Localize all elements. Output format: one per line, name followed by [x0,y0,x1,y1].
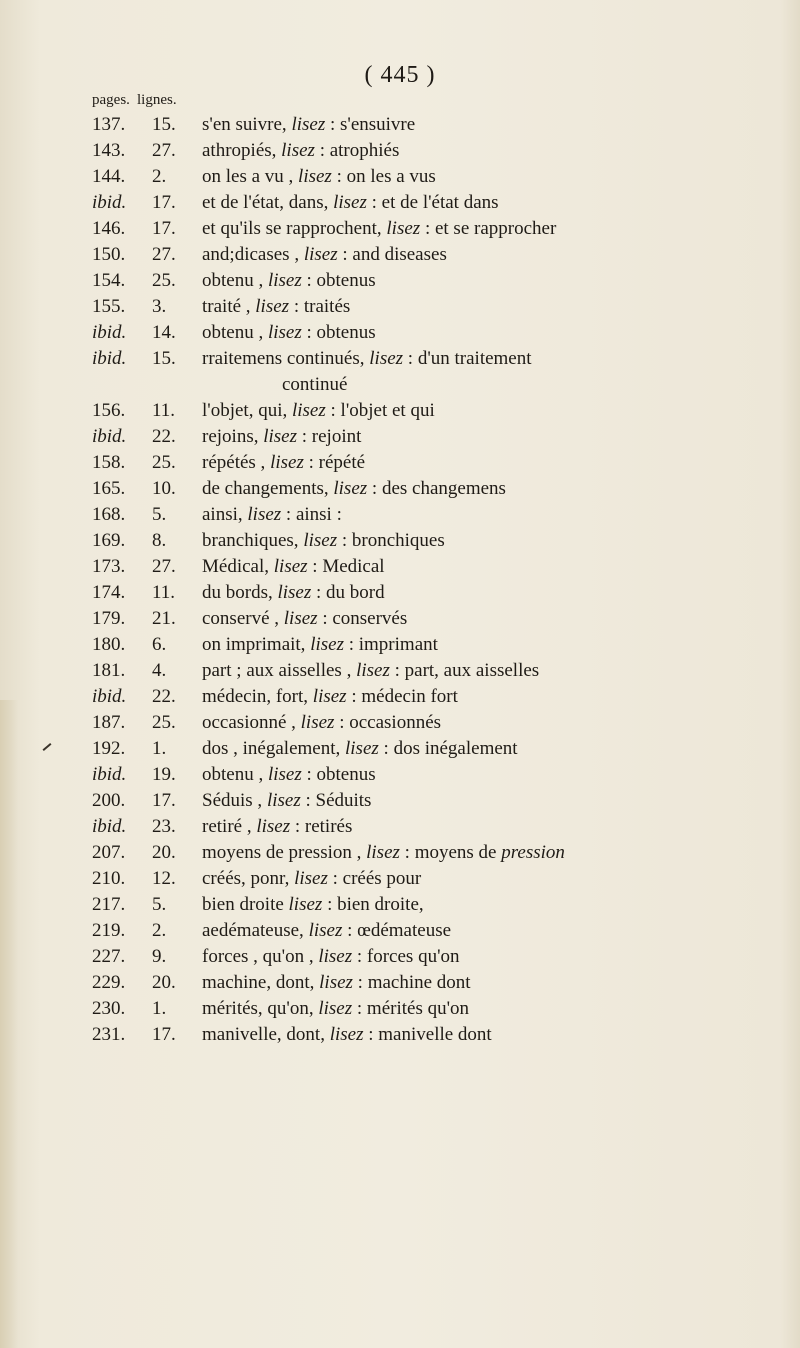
errata-page: ibid. [92,426,127,447]
lisez-separator: : [314,140,325,161]
errata-fix-text: Séduits [310,790,372,811]
errata-line: 5. [152,894,167,915]
errata-fix-text: mérités qu'on [362,998,470,1019]
errata-fix-text: bien droite, [332,894,424,915]
errata-line: 17. [152,790,176,811]
errata-correction [202,476,762,502]
lisez-label: lisez [291,400,326,421]
lisez-label: lisez [366,842,400,863]
errata-fix-text: des changemens [377,478,506,499]
errata-page: 179. [92,608,126,629]
errata-line: 6. [152,634,167,655]
lisez-label: lisez [312,686,347,707]
errata-correction [202,450,762,476]
lisez-separator: : [363,1024,374,1045]
errata-fix-text: moyens de [409,842,502,863]
lisez-separator: : [317,608,328,629]
errata-wrong-text: and;dicases , [202,244,300,265]
errata-page: 165. [92,478,126,499]
lisez-separator: : [352,998,363,1019]
errata-wrong-text: médecin, fort, [202,686,309,707]
lisez-separator: : [325,400,336,421]
errata-page: ibid. [92,192,127,213]
errata-correction [202,346,762,398]
errata-page: 155. [92,296,126,317]
errata-row [0,684,800,710]
lisez-label: lisez [294,868,328,889]
errata-fix-text: obtenus [311,764,376,785]
errata-line: 20. [152,972,176,993]
lisez-label: lisez [303,244,338,265]
lisez-label: lisez [263,426,297,447]
errata-correction [202,320,762,346]
errata-page: 210. [92,868,126,889]
errata-wrong-text: aedémateuse, [202,920,304,941]
errata-fix-text: atrophiés [324,140,400,161]
lisez-separator: : [420,218,431,239]
errata-wrong-text: s'en suivre, [202,114,287,135]
errata-page: 168. [92,504,126,525]
page-number: ( 445 ) [364,62,436,88]
lisez-label: lisez [345,738,379,759]
errata-row [0,944,800,970]
lisez-separator: : [290,816,301,837]
errata-correction [202,190,762,216]
errata-wrong-text: moyens de pression , [202,842,362,863]
lisez-separator: : [352,972,363,993]
errata-page: 169. [92,530,126,551]
errata-correction [202,632,762,658]
lisez-separator: : [337,530,348,551]
lisez-label: lisez [288,894,323,915]
errata-fix-text: rejoint [307,426,362,447]
errata-line: 25. [152,452,176,473]
lisez-separator: : [334,712,345,733]
lisez-separator: : [343,634,354,655]
errata-fix-text: et de l'état dans [376,192,499,213]
errata-page: 229. [92,972,126,993]
errata-row [0,814,800,840]
errata-row [0,268,800,294]
lisez-separator: : [311,582,322,603]
column-header-pages: pages. [92,92,130,108]
errata-page: 227. [92,946,126,967]
errata-wrong-text: conservé , [202,608,280,629]
errata-fix-text: obtenus [311,270,376,291]
lisez-label: lisez [303,530,338,551]
errata-correction [202,528,762,554]
lisez-separator: : [322,894,333,915]
errata-row [0,866,800,892]
errata-fix-italic: pression [501,842,565,863]
errata-row [0,346,800,398]
lisez-separator: : [301,270,312,291]
errata-page: 150. [92,244,126,265]
errata-page: 158. [92,452,126,473]
errata-page: 200. [92,790,126,811]
errata-page: 187. [92,712,126,733]
errata-line: 22. [152,426,176,447]
errata-wrong-text: dos , inégalement, [202,738,341,759]
errata-line: 11. [152,582,176,603]
errata-line: 9. [152,946,167,967]
errata-correction [202,918,762,944]
errata-line: 2. [152,920,167,941]
errata-wrong-text: bien droite [202,894,284,915]
errata-fix-text: Medical [317,556,385,577]
errata-wrong-text: part ; aux aisselles , [202,660,352,681]
errata-row [0,502,800,528]
errata-fix-text: traités [299,296,351,317]
errata-wrong-text: traité , [202,296,251,317]
errata-row [0,632,800,658]
lisez-label: lisez [281,140,315,161]
errata-correction [202,866,762,892]
errata-correction [202,996,762,1022]
errata-page: ibid. [92,764,127,785]
errata-row [0,1022,800,1048]
errata-line: 27. [152,244,176,265]
errata-page: 217. [92,894,126,915]
errata-row [0,216,800,242]
lisez-label: lisez [333,192,367,213]
errata-wrong-text: ainsi, [202,504,243,525]
lisez-label: lisez [247,504,282,525]
errata-row [0,398,800,424]
errata-correction [202,710,762,736]
lisez-separator: : [399,842,410,863]
errata-wrong-text: obtenu , [202,270,264,291]
lisez-label: lisez [298,166,332,187]
lisez-label: lisez [256,816,291,837]
lisez-label: lisez [308,920,343,941]
errata-wrong-text: obtenu , [202,322,264,343]
errata-row [0,996,800,1022]
lisez-label: lisez [270,452,304,473]
lisez-separator: : [352,946,363,967]
errata-line: 8. [152,530,167,551]
errata-row [0,554,800,580]
errata-fix-text: occasionnés [344,712,442,733]
lisez-separator: : [337,244,348,265]
errata-line: 27. [152,140,176,161]
errata-line: 12. [152,868,176,889]
lisez-label: lisez [329,1024,364,1045]
errata-fix-text: forces qu'on [362,946,460,967]
errata-row [0,164,800,190]
lisez-label: lisez [386,218,421,239]
errata-line: 1. [152,998,167,1019]
errata-line: 23. [152,816,176,837]
errata-row [0,892,800,918]
errata-line: 11. [152,400,176,421]
lisez-label: lisez [273,556,308,577]
errata-correction [202,242,762,268]
errata-fix-continuation: continué [282,374,348,395]
errata-correction [202,840,762,866]
lisez-separator: : [367,478,378,499]
lisez-separator: : [389,660,400,681]
errata-line: 17. [152,192,176,213]
lisez-separator: : [303,452,314,473]
errata-correction [202,502,762,528]
errata-correction [202,216,762,242]
errata-row [0,918,800,944]
lisez-separator: : [301,764,312,785]
errata-fix-text: manivelle dont [373,1024,492,1045]
errata-fix-text: retirés [300,816,353,837]
errata-page: 192. [92,738,126,759]
errata-row [0,710,800,736]
errata-page: 156. [92,400,126,421]
errata-correction [202,398,762,424]
lisez-label: lisez [267,270,302,291]
errata-wrong-text: rraitemens continués, [202,348,365,369]
errata-wrong-text: créés, ponr, [202,868,290,889]
errata-correction [202,970,762,996]
errata-line: 17. [152,1024,176,1045]
lisez-label: lisez [310,634,344,655]
errata-correction [202,580,762,606]
errata-fix-text: part, aux aisselles [399,660,540,681]
errata-correction [202,268,762,294]
errata-wrong-text: l'objet, qui, [202,400,288,421]
lisez-separator: : [342,920,353,941]
errata-fix-text: s'ensuivre [335,114,416,135]
errata-page: 143. [92,140,126,161]
lisez-label: lisez [333,478,368,499]
lisez-separator: : [327,868,338,889]
lisez-separator: : [325,114,336,135]
lisez-label: lisez [277,582,312,603]
errata-row [0,138,800,164]
errata-wrong-text: forces , qu'on , [202,946,314,967]
errata-row [0,424,800,450]
errata-row [0,528,800,554]
errata-row [0,242,800,268]
lisez-separator: : [378,738,389,759]
lisez-separator: : [366,192,377,213]
errata-fix-text: du bord [321,582,385,603]
errata-correction [202,944,762,970]
errata-line: 15. [152,348,176,369]
lisez-separator: : [300,790,311,811]
errata-line: 27. [152,556,176,577]
errata-line: 3. [152,296,167,317]
errata-correction [202,736,762,762]
errata-page: 173. [92,556,126,577]
errata-row [0,788,800,814]
errata-line: 21. [152,608,176,629]
errata-correction [202,762,762,788]
errata-wrong-text: de changements, [202,478,329,499]
errata-correction [202,814,762,840]
errata-correction [202,138,762,164]
errata-wrong-text: occasionné , [202,712,296,733]
lisez-separator: : [307,556,318,577]
errata-wrong-text: retiré , [202,816,252,837]
errata-line: 2. [152,166,167,187]
errata-row [0,606,800,632]
errata-fix-text: dos inégalement [388,738,518,759]
errata-row [0,320,800,346]
errata-correction [202,788,762,814]
errata-row [0,450,800,476]
lisez-label: lisez [267,764,302,785]
errata-page: 137. [92,114,126,135]
lisez-label: lisez [319,972,353,993]
errata-page: ibid. [92,348,127,369]
errata-row [0,736,800,762]
errata-line: 14. [152,322,176,343]
errata-fix-text: conservés [327,608,408,629]
errata-page: 146. [92,218,126,239]
errata-correction [202,892,762,918]
errata-fix-text: bronchiques [347,530,445,551]
errata-correction [202,164,762,190]
errata-fix-text: créés pour [337,868,422,889]
errata-fix-text: et se rapprocher [430,218,557,239]
errata-fix-text: d'un traitement [413,348,532,369]
errata-row [0,840,800,866]
errata-row [0,970,800,996]
errata-page: 219. [92,920,126,941]
errata-wrong-text: mérités, qu'on, [202,998,314,1019]
errata-page: 230. [92,998,126,1019]
errata-correction [202,424,762,450]
errata-correction [202,1022,762,1048]
lisez-label: lisez [356,660,390,681]
errata-line: 22. [152,686,176,707]
errata-table [0,112,800,1048]
lisez-label: lisez [318,998,353,1019]
errata-correction [202,684,762,710]
lisez-label: lisez [300,712,335,733]
errata-correction [202,658,762,684]
lisez-separator: : [331,166,342,187]
errata-correction [202,554,762,580]
errata-line: 10. [152,478,176,499]
errata-wrong-text: Séduis , [202,790,263,811]
errata-line: 17. [152,218,176,239]
lisez-label: lisez [267,322,302,343]
lisez-label: lisez [291,114,326,135]
errata-wrong-text: obtenu , [202,764,264,785]
errata-page: ibid. [92,322,127,343]
errata-wrong-text: machine, dont, [202,972,315,993]
errata-row [0,112,800,138]
errata-row [0,294,800,320]
errata-correction [202,112,762,138]
errata-line: 25. [152,270,176,291]
errata-line: 4. [152,660,167,681]
errata-page: 144. [92,166,126,187]
errata-page: 231. [92,1024,126,1045]
errata-wrong-text: athropiés, [202,140,277,161]
errata-page: 174. [92,582,126,603]
errata-wrong-text: rejoins, [202,426,259,447]
errata-correction [202,606,762,632]
errata-wrong-text: manivelle, dont, [202,1024,325,1045]
lisez-separator: : [346,686,357,707]
lisez-label: lisez [266,790,301,811]
errata-fix-text: and diseases [347,244,447,265]
errata-wrong-text: et qu'ils se rapprochent, [202,218,382,239]
errata-fix-text: machine dont [362,972,471,993]
lisez-label: lisez [283,608,318,629]
errata-page: 207. [92,842,126,863]
errata-row [0,476,800,502]
errata-page: 181. [92,660,126,681]
errata-row [0,762,800,788]
errata-fix-text: obtenus [311,322,376,343]
errata-line: 15. [152,114,176,135]
errata-line: 19. [152,764,176,785]
lisez-separator: : [281,504,292,525]
errata-fix-text: répété [313,452,366,473]
lisez-label: lisez [255,296,290,317]
column-header-lines: lignes. [137,92,177,108]
lisez-separator: : [301,322,312,343]
errata-fix-text: œdémateuse [352,920,452,941]
errata-wrong-text: répétés , [202,452,266,473]
errata-wrong-text: et de l'état, dans, [202,192,329,213]
errata-wrong-text: branchiques, [202,530,299,551]
lisez-label: lisez [318,946,353,967]
lisez-separator: : [403,348,414,369]
errata-wrong-text: du bords, [202,582,273,603]
errata-line: 5. [152,504,167,525]
errata-correction [202,294,762,320]
errata-fix-text: ainsi : [291,504,342,525]
errata-fix-text: l'objet et qui [335,400,435,421]
errata-row [0,658,800,684]
errata-line: 1. [152,738,167,759]
errata-fix-text: on les a vus [341,166,436,187]
errata-wrong-text: on imprimait, [202,634,306,655]
errata-fix-text: médecin fort [356,686,458,707]
lisez-separator: : [289,296,300,317]
errata-page: ibid. [92,816,127,837]
errata-wrong-text: on les a vu , [202,166,294,187]
errata-row [0,580,800,606]
errata-fix-text: imprimant [354,634,438,655]
errata-line: 25. [152,712,176,733]
errata-row [0,190,800,216]
lisez-separator: : [297,426,308,447]
errata-page: ibid. [92,686,127,707]
errata-wrong-text: Médical, [202,556,270,577]
errata-line: 20. [152,842,176,863]
errata-page: 180. [92,634,126,655]
lisez-label: lisez [369,348,404,369]
errata-page: 154. [92,270,126,291]
